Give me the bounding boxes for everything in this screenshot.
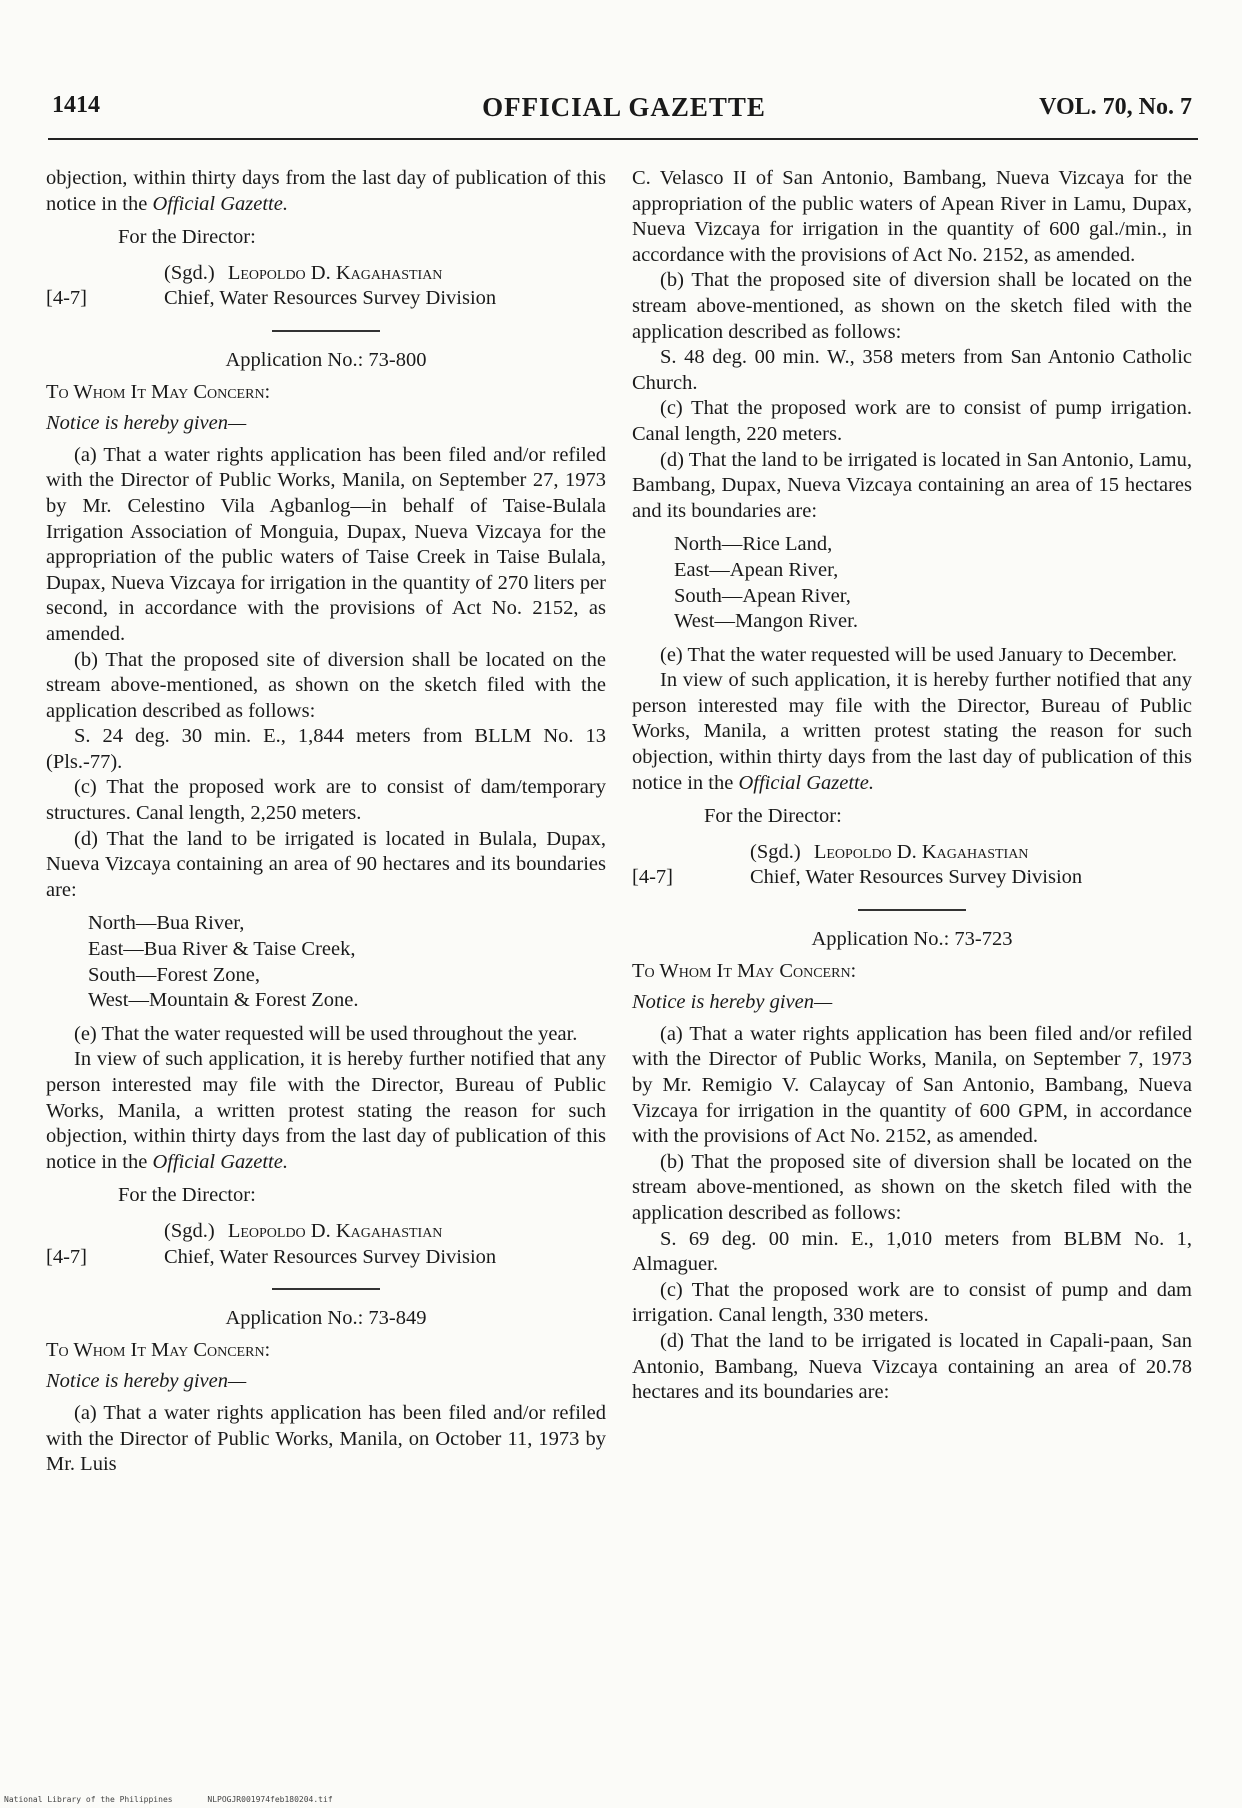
paragraph-e: (e) That the water requested will be used throughout the year. [74,1022,578,1045]
continued-text: objection, within thirty days from the last day of publication of this notice in the Official Gazette. [46,167,606,215]
application-number: Application No.: 73-849 [225,1307,427,1330]
paragraph-b: (b) That the proposed site of diversion shall be located on the stream above-mentioned, as shown on the sketch filed with the application described as follows: [46,648,606,722]
signatory-name: Leopoldo D. Kagahastian [227,1219,443,1242]
page-number: 1414 [52,92,100,118]
paragraph-a: (a) That a water rights application has been filed and/or refiled with the Director of Public Works, Manila, on September 7, 1973 by Mr. Remigio V. Calaycay of San Antonio, Bambang, Nueva Vizcaya for irrigation in the quantity of 600 GPM, in accordance with the provisions of Act No. 2152, as amended. [632,1022,1192,1148]
signature-block: (Sgd.) Leopoldo D. Kagahastian [4-7] Chief, Water Resources Survey Division [46,1219,606,1270]
application-number: Application No.: 73-723 [811,928,1013,951]
section-divider [272,1288,380,1290]
boundaries-list [632,532,1192,634]
volume-number: VOL. 70, No. 7 [1039,94,1192,120]
publication-title: OFFICIAL GAZETTE [482,92,766,122]
paragraph-a: (a) That a water rights application has been filed and/or refiled with the Director of Public Works, Manila, on September 27, 1973 by Mr. Celestino Vila Agbanlog—in behalf of Taise-Bulala Irrigation Association of Monguia, Dupax, Nueva Vizcaya for the appropriation of the public waters of Taise Creek in Taise Bulala, Dupax, Nueva Vizcaya for irrigation in the quantity of 270 liters per second, in accordance with the provisions of Act No. 2152, as amended. [46,443,606,645]
diversion-location: S. 48 deg. 00 min. W., 358 meters from San Antonio Catholic Church. [632,346,1192,394]
page-header [48,92,1200,132]
boundary-east: East—Bua River & Taise Creek, [88,938,356,961]
issue-code: [4-7] [632,866,673,889]
paragraph-a-continued: C. Velasco II of San Antonio, Bambang, Nueva Vizcaya for the appropriation of the public waters of Apean River in Lamu, Dupax, Nueva Vizcaya for irrigation in the quantity of 600 gal./min., in accordance with the provisions of Act No. 2152, as amended. [632,167,1192,266]
scan-footer [4,1795,363,1804]
section-divider [858,909,966,911]
notice-heading: Notice is hereby given— [46,412,247,435]
paragraph-c: (c) That the proposed work are to consist of pump and dam irrigation. Canal length, 330 meters. [632,1278,1192,1327]
paragraph-d: (d) That the land to be irrigated is located in Capali-paan, San Antonio, Bambang, Nueva Vizcaya containing an area of 20.78 hectares and its boundaries are: [632,1329,1192,1404]
paragraph-a: (a) That a water rights application has been filed and/or refiled with the Director of Public Works, Manila, on October 11, 1973 by Mr. Luis [46,1401,606,1476]
signatory-name: Leopoldo D. Kagahastian [227,261,443,284]
boundary-east: East—Apean River, [674,558,839,581]
diversion-location: S. 24 deg. 30 min. E., 1,844 meters from BLLM No. 13 (Pls.-77). [46,725,606,773]
protest-notice: In view of such application, it is hereby further notified that any person interested may file with the Director, Bureau of Public Works, Manila, a written protest stating the reason for such objection, within thirty days from the last day of publication of this notice in the Official Gazette. [46,1048,606,1173]
issue-code: [4-7] [46,287,87,310]
paragraph-e: (e) That the water requested will be used January to December. [660,643,1178,666]
signature-for: For the Director: [118,1184,256,1207]
signatory-title: Chief, Water Resources Survey Division [164,287,497,310]
boundary-south: South—Forest Zone, [88,963,260,986]
salutation: To Whom It May Concern: [632,959,857,982]
header-rule [48,138,1198,140]
application-number: Application No.: 73-800 [225,348,427,371]
notice-heading: Notice is hereby given— [632,991,833,1014]
paragraph-c: (c) That the proposed work are to consist of pump irrigation. Canal length, 220 meters. [632,397,1192,445]
section-divider [272,330,380,332]
salutation: To Whom It May Concern: [46,1338,271,1361]
boundary-south: South—Apean River, [674,584,851,607]
paragraph-d: (d) That the land to be irrigated is located in Bulala, Dupax, Nueva Vizcaya containing an area of 90 hectares and its boundaries are: [46,827,606,901]
signatory-name: Leopoldo D. Kagahastian [813,840,1029,863]
boundary-west: West—Mangon River. [674,610,858,633]
notice-heading: Notice is hereby given— [46,1370,247,1393]
signature-for: For the Director: [118,226,256,249]
boundaries-list [46,911,606,1013]
signature-block: (Sgd.) Leopoldo D. Kagahastian [4-7] Chief, Water Resources Survey Division [46,261,606,312]
signature-block: (Sgd.) Leopoldo D. Kagahastian [4-7] Chief, Water Resources Survey Division [632,840,1192,891]
paragraph-b: (b) That the proposed site of diversion shall be located on the stream above-mentioned, as shown on the sketch filed with the application described as follows: [632,1150,1192,1224]
boundary-north: North—Bua River, [88,912,245,935]
issue-code: [4-7] [46,1245,87,1268]
paragraph-b: (b) That the proposed site of diversion shall be located on the stream above-mentioned, as shown on the sketch filed with the application described as follows: [632,269,1192,343]
signature-for: For the Director: [704,805,842,828]
library-credit: National Library of the Philippines [4,1795,173,1804]
paragraph-c: (c) That the proposed work are to consist of dam/temporary structures. Canal length, 2,250 meters. [46,776,606,825]
left-column [46,166,606,1478]
salutation: To Whom It May Concern: [46,380,271,403]
boundary-west: West—Mountain & Forest Zone. [88,989,359,1012]
signatory-title: Chief, Water Resources Survey Division [164,1245,497,1268]
protest-notice: In view of such application, it is hereby further notified that any person interested may file with the Director, Bureau of Public Works, Manila, a written protest stating the reason for such objection, within thirty days from the last day of publication of this notice in the Official Gazette. [632,669,1192,794]
scan-filename: NLPOGJR001974feb180204.tif [207,1795,333,1804]
signatory-title: Chief, Water Resources Survey Division [750,866,1083,889]
right-column [632,166,1192,1406]
paragraph-d: (d) That the land to be irrigated is located in San Antonio, Lamu, Bambang, Dupax, Nueva Vizcaya containing an area of 15 hectares and its boundaries are: [632,448,1192,522]
diversion-location: S. 69 deg. 00 min. E., 1,010 meters from BLBM No. 1, Almaguer. [632,1227,1192,1276]
boundary-north: North—Rice Land, [674,533,833,556]
